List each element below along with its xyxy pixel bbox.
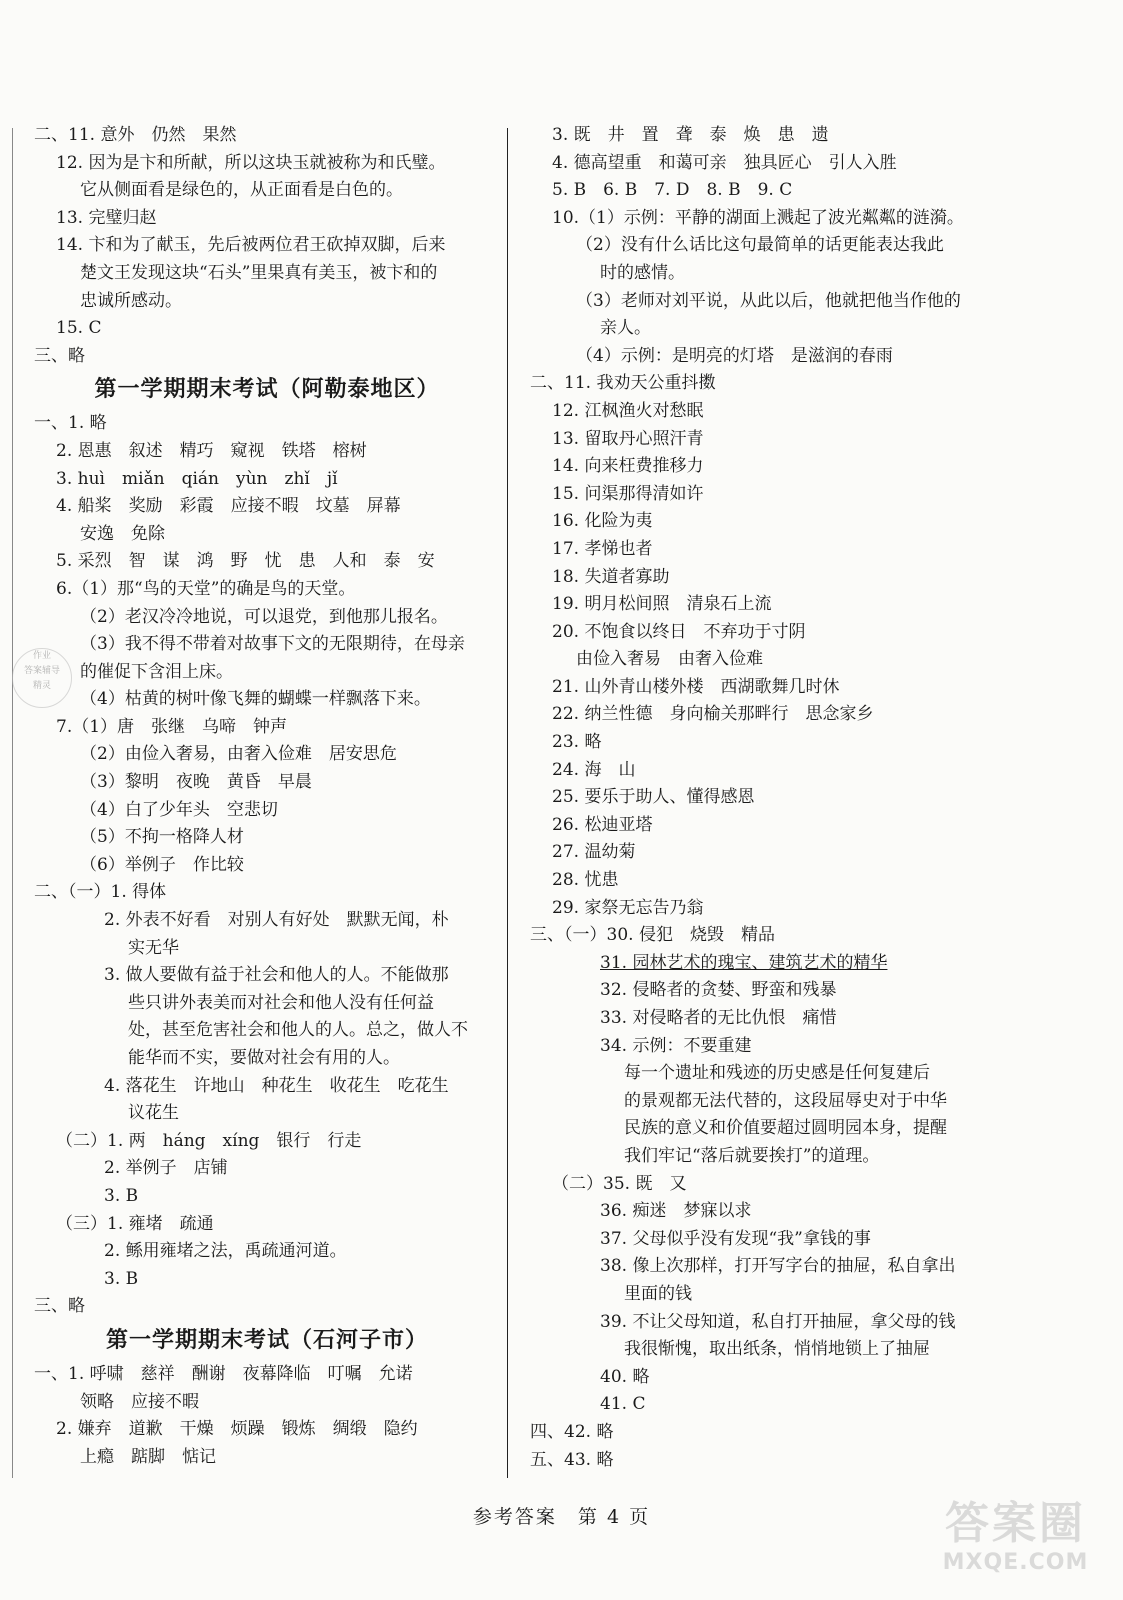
answer-line: 里面的钱 — [624, 1283, 692, 1304]
answer-line: 31. 园林艺术的瑰宝、建筑艺术的精华 — [600, 952, 888, 973]
answer-line: （2）由俭入奢易，由奢入俭难 居安思危 — [80, 744, 397, 765]
answer-line: （5）不拘一格降人材 — [80, 827, 244, 848]
answer-line: 40. 略 — [600, 1366, 650, 1387]
right-column — [530, 122, 1000, 1474]
answer-line: 34. 示例：不要重建 — [600, 1035, 752, 1056]
answer-line: 忠诚所感动。 — [80, 290, 182, 311]
answer-line: 一、1. 略 — [34, 413, 107, 434]
answer-line: 2. 嫌弃 道歉 干燥 烦躁 锻炼 绸缎 隐约 — [56, 1419, 418, 1440]
answer-line: 能华而不实，要做对社会有用的人。 — [128, 1048, 400, 1068]
answer-line: 15. C — [56, 318, 102, 339]
answer-line: 三、（一）30. 侵犯 烧毁 精品 — [530, 925, 775, 946]
answer-line: 21. 山外青山楼外楼 西湖歌舞几时休 — [552, 676, 840, 697]
answer-line: 24. 海 山 — [552, 759, 636, 780]
answer-line: 三、略 — [34, 345, 85, 366]
answer-line: 4. 船桨 奖励 彩霞 应接不暇 坟墓 屏幕 — [56, 496, 401, 517]
answer-line: 4. 德高望重 和蔼可亲 独具匠心 引人入胜 — [552, 152, 897, 173]
answer-line: 16. 化险为夷 — [552, 511, 653, 532]
answer-line: 2. 外表不好看 对别人有好处 默默无闻，朴 — [104, 910, 449, 931]
answer-line: 由俭入奢易 由奢入俭难 — [576, 649, 763, 670]
answer-line: 20. 不饱食以终日 不弃功于寸阴 — [552, 621, 806, 642]
homework-stamp — [12, 648, 72, 708]
answer-line: 22. 纳兰性德 身向榆关那畔行 思念家乡 — [552, 704, 874, 725]
answer-line: 我很惭愧，取出纸条，悄悄地锁上了抽屉 — [624, 1339, 930, 1360]
answer-line: 些只讲外表美而对社会和他人没有任何益 — [128, 992, 434, 1013]
answer-line: 实无华 — [128, 937, 179, 958]
answer-line: 19. 明月松间照 清泉石上流 — [552, 594, 772, 615]
answer-line: 10.（1）示例：平静的湖面上溅起了波光粼粼的涟漪。 — [552, 207, 964, 228]
answer-line: 39. 不让父母知道，私自打开抽屉，拿父母的钱 — [600, 1311, 956, 1332]
left-margin-rule — [12, 128, 13, 1478]
answer-line: 3. 做人要做有益于社会和他人的人。不能做那 — [104, 965, 449, 986]
answer-line: 14. 向来枉费推移力 — [552, 456, 704, 477]
answer-line: 18. 失道者寡助 — [552, 566, 670, 587]
answer-line: 5. 采烈 智 谋 鸿 野 忧 患 人和 泰 安 — [56, 551, 435, 572]
answer-line: 安逸 免除 — [80, 523, 165, 544]
answer-line: 二、11. 我劝天公重抖擞 — [530, 373, 716, 394]
answer-line: 3. 既 井 置 聋 泰 焕 患 遗 — [552, 125, 829, 145]
answer-line: （二）35. 既 又 — [552, 1173, 687, 1194]
answer-line: 26. 松迪亚塔 — [552, 814, 653, 835]
answer-line: 上瘾 踮脚 惦记 — [80, 1446, 216, 1467]
section-heading: 第一学期期末考试（石河子市） — [105, 1327, 428, 1353]
answer-line: （4）示例：是明亮的灯塔 是滋润的春雨 — [576, 345, 893, 366]
answer-line: 28. 忧患 — [552, 870, 619, 891]
answer-line: 13. 留取丹心照汗青 — [552, 428, 704, 449]
answer-line: 每一个遗址和残迹的历史感是任何复建后 — [624, 1063, 930, 1084]
answer-line: 15. 问渠那得清如许 — [552, 483, 704, 504]
answer-line: 12. 因为是卞和所献，所以这块玉就被称为和氏璧。 — [56, 152, 446, 173]
answer-line: （2）老汉冷冷地说，可以退党，到他那儿报名。 — [80, 606, 448, 627]
answer-line: 41. C — [600, 1394, 646, 1415]
left-column — [34, 122, 500, 1471]
answer-line: 五、43. 略 — [530, 1449, 614, 1470]
answer-line: （3）黎明 夜晚 黄昏 早晨 — [80, 772, 312, 793]
answer-line: 36. 痴迷 梦寐以求 — [600, 1201, 752, 1222]
answer-line: 二、11. 意外 仍然 果然 — [34, 125, 237, 145]
answer-line: （3）我不得不带着对故事下文的无限期待，在母亲 — [80, 634, 465, 655]
answer-line: （4）白了少年头 空悲切 — [80, 799, 278, 820]
answer-line: 2. 恩惠 叙述 精巧 窥视 铁塔 榕树 — [56, 440, 367, 461]
answer-line: 四、42. 略 — [530, 1421, 614, 1442]
page-footer: 参考答案 第 4 页 — [472, 1506, 651, 1528]
answer-line: 它从侧面看是绿色的，从正面看是白色的。 — [80, 180, 403, 201]
answer-line: 我们牢记“落后就要挨打”的道理。 — [624, 1145, 880, 1166]
watermark-url: MXQE.COM — [942, 1550, 1089, 1575]
answer-line: 议花生 — [128, 1103, 179, 1124]
answer-line: （4）枯黄的树叶像飞舞的蝴蝶一样飘落下来。 — [80, 689, 431, 710]
watermark-logo — [928, 1498, 1103, 1588]
answer-line: （2）没有什么话比这句最简单的话更能表达我此 — [576, 235, 944, 256]
answer-line: 楚文王发现这块“石头”里果真有美玉，被卞和的 — [80, 262, 438, 283]
answer-line: 29. 家祭无忘告乃翁 — [552, 897, 704, 918]
answer-line: 的催促下含泪上床。 — [80, 661, 233, 682]
answer-line: 12. 江枫渔火对愁眠 — [552, 400, 704, 421]
answer-line: 二、（一）1. 得体 — [34, 882, 167, 903]
answer-line: 时的感情。 — [600, 262, 685, 283]
answer-line: 4. 落花生 许地山 种花生 收花生 吃花生 — [104, 1075, 449, 1096]
answer-line: 3. B — [104, 1268, 139, 1289]
answer-line: 13. 完璧归赵 — [56, 207, 157, 228]
answer-line: 三、略 — [34, 1296, 85, 1317]
watermark-title: 答案圈 — [945, 1498, 1086, 1549]
answer-line: 23. 略 — [552, 732, 602, 753]
answer-line: 27. 温幼菊 — [552, 842, 636, 863]
answer-line: （二）1. 两 háng xíng 银行 行走 — [56, 1130, 362, 1151]
answer-line: 7.（1）唐 张继 乌啼 钟声 — [56, 716, 288, 737]
answer-line: （6）举例子 作比较 — [80, 854, 244, 875]
answer-line: 5. B 6. B 7. D 8. B 9. C — [552, 180, 793, 201]
answer-line: 33. 对侵略者的无比仇恨 痛惜 — [600, 1008, 837, 1028]
answer-line: 38. 像上次那样，打开写字台的抽屉，私自拿出 — [600, 1256, 956, 1277]
answer-line: 3. huì miǎn qián yùn zhǐ jǐ — [56, 468, 338, 489]
answer-line: 处，甚至危害社会和他人的人。总之，做人不 — [128, 1020, 468, 1041]
section-heading: 第一学期期末考试（阿勒泰地区） — [94, 377, 440, 403]
answer-line: （三）1. 雍堵 疏通 — [56, 1213, 214, 1234]
answer-line: 的景观都无法代替的，这段屈辱史对于中华 — [624, 1090, 947, 1111]
answer-line: 14. 卞和为了献玉，先后被两位君王砍掉双脚，后来 — [56, 235, 446, 256]
column-divider — [507, 128, 508, 1478]
answer-line: 32. 侵略者的贪婪、野蛮和残暴 — [600, 980, 837, 1001]
answer-line: 一、1. 呼啸 慈祥 酬谢 夜幕降临 叮嘱 允诺 — [34, 1363, 413, 1384]
answer-line: 6.（1）那“鸟的天堂”的确是鸟的天堂。 — [56, 578, 356, 599]
answer-line: （3）老师对刘平说，从此以后，他就把他当作他的 — [576, 290, 961, 311]
stamp-line: 作业 — [32, 651, 51, 661]
answer-line: 民族的意义和价值要超过圆明园本身，提醒 — [624, 1118, 947, 1139]
answer-line: 亲人。 — [600, 318, 651, 339]
answer-line: 25. 要乐于助人、懂得感恩 — [552, 787, 755, 808]
answer-line: 37. 父母似乎没有发现“我”拿钱的事 — [600, 1228, 871, 1249]
answer-line: 17. 孝悌也者 — [552, 538, 653, 559]
stamp-line: 精灵 — [32, 681, 51, 691]
answer-line: 领略 应接不暇 — [80, 1391, 199, 1412]
stamp-line: 答案辅导 — [23, 666, 60, 676]
answer-line: 3. B — [104, 1185, 139, 1206]
answer-line: 2. 举例子 店铺 — [104, 1158, 228, 1179]
answer-line: 2. 鲧用雍堵之法，禹疏通河道。 — [104, 1241, 347, 1262]
